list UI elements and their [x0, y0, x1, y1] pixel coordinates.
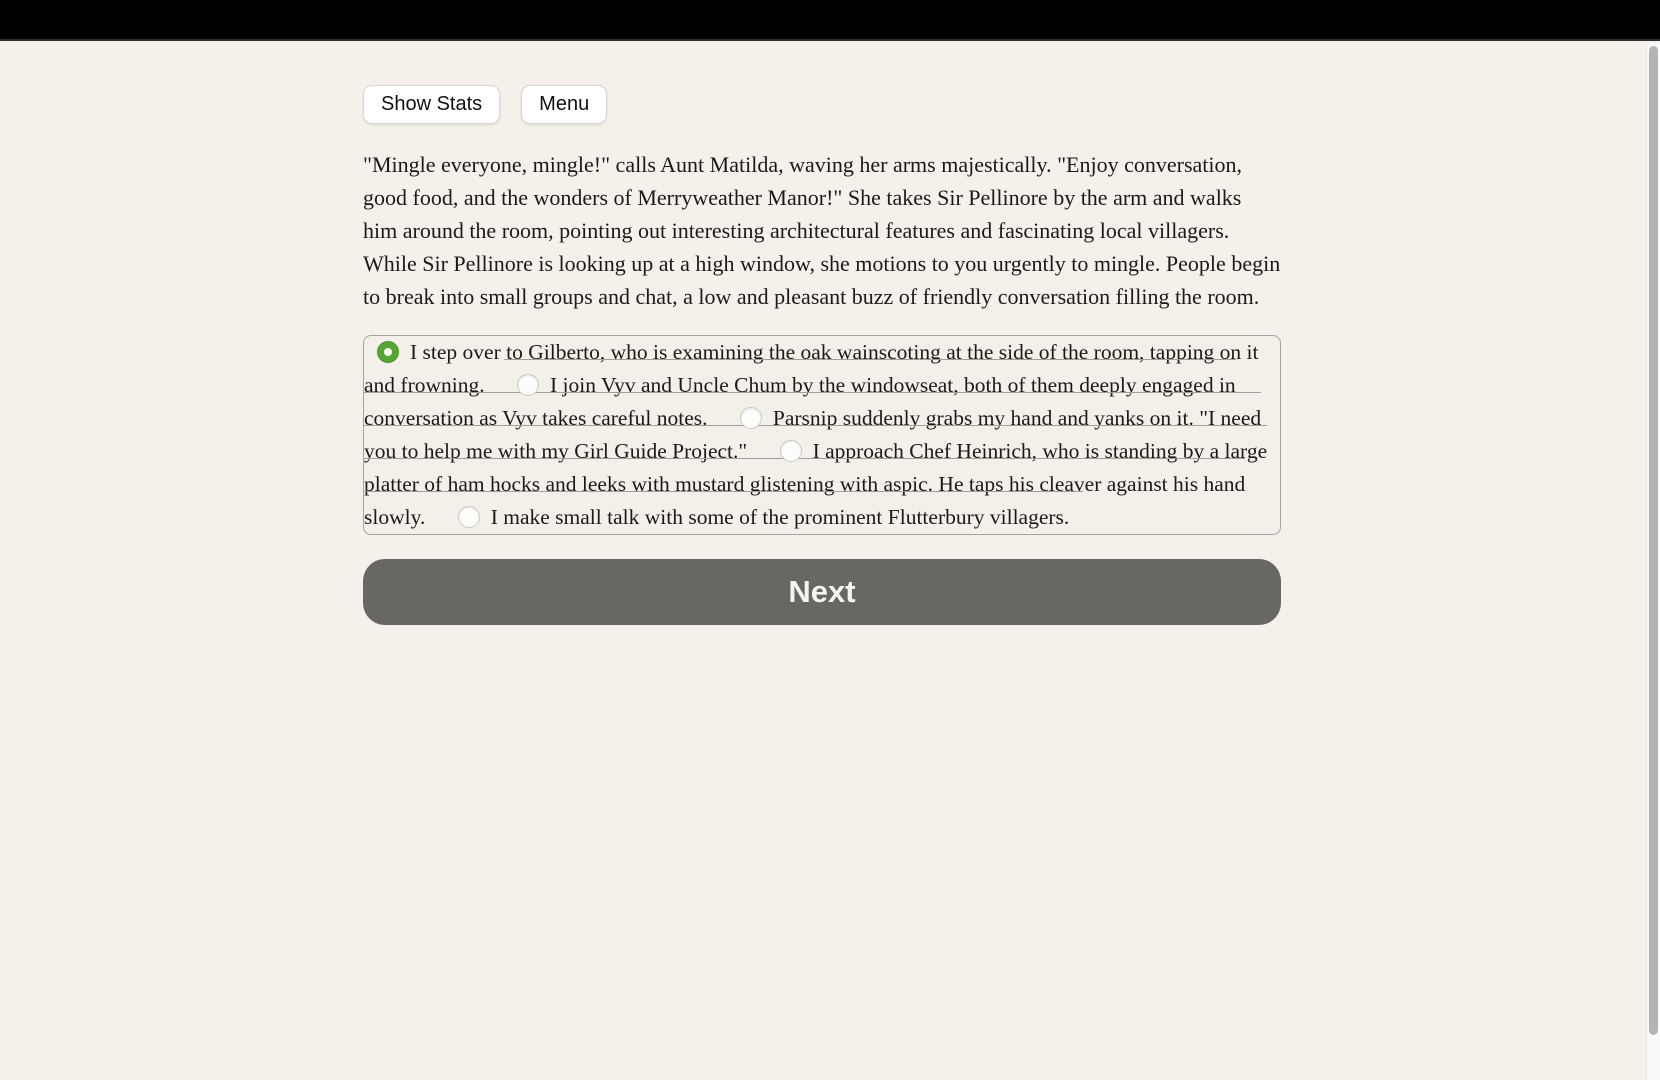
scrollbar[interactable] — [1646, 43, 1660, 1080]
menu-button[interactable]: Menu — [521, 85, 607, 124]
choices-group — [363, 335, 1281, 535]
choice-label: Parsnip suddenly grabs my hand and yanks on it. "I need you to help me with my Girl Guide Project." — [364, 406, 1262, 463]
radio-selected-icon[interactable] — [377, 341, 399, 363]
choice-label: I make small talk with some of the prominent Flutterbury villagers. — [490, 505, 1070, 529]
choice-label: I join Vyv and Uncle Chum by the windowseat, both of them deeply engaged in conversation as Vyv takes careful notes. — [364, 373, 1236, 430]
scrollbar-thumb[interactable] — [1649, 46, 1658, 1035]
toolbar — [363, 85, 1281, 124]
next-button[interactable]: Next — [363, 559, 1281, 625]
narrative-text: "Mingle everyone, mingle!" calls Aunt Matilda, waving her arms majestically. "Enjoy conversation, good food, and the wonders of Merryweather Manor!" She takes Sir Pellinore by the arm and walks him around the room, pointing out interesting architectural features and fascinating local villagers. While Sir Pellinore is looking up at a high window, she motions to you urgently to mingle. People begin to break into small groups and chat, a low and pleasant buzz of friendly conversation filling the room. — [363, 152, 1281, 309]
top-bar — [0, 0, 1660, 41]
radio-unselected-icon[interactable] — [780, 440, 802, 462]
choice-label: I step over to Gilberto, who is examining the oak wainscoting at the side of the room, tapping on it and frowning. — [364, 340, 1259, 397]
radio-unselected-icon[interactable] — [458, 506, 480, 528]
radio-unselected-icon[interactable] — [517, 374, 539, 396]
choice-label: I approach Chef Heinrich, who is standing by a large platter of ham hocks and leeks with mustard glistening with aspic. He taps his cleaver against his hand slowly. — [364, 439, 1268, 529]
show-stats-button[interactable]: Show Stats — [363, 85, 500, 124]
game-content-column — [363, 85, 1281, 625]
radio-unselected-icon[interactable] — [740, 407, 762, 429]
choice-option[interactable] — [445, 491, 1084, 535]
